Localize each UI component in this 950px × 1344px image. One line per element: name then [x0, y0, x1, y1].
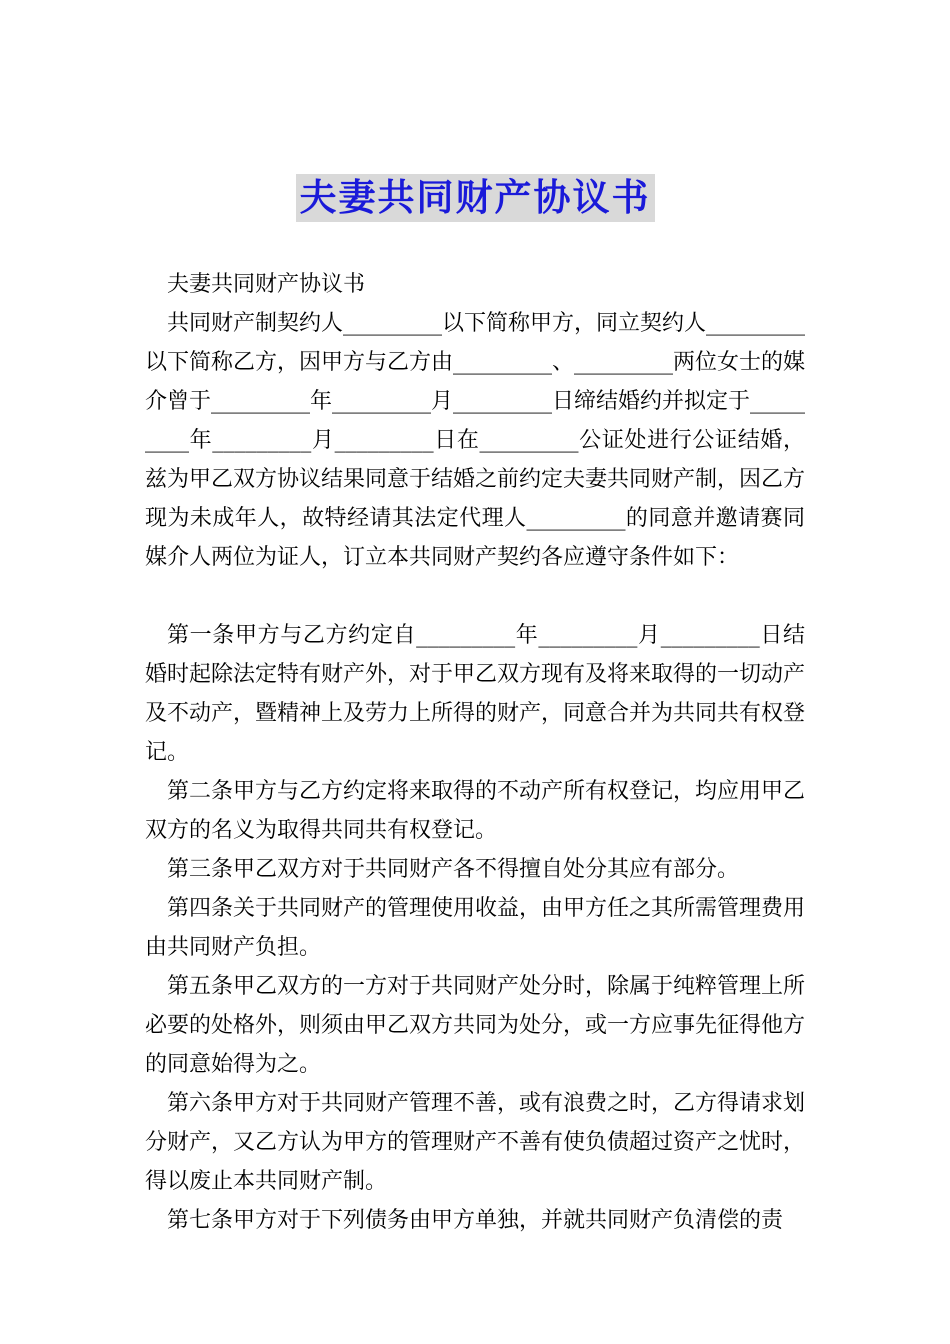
blank-line	[145, 577, 805, 616]
document-body	[145, 265, 805, 1240]
article-1-paragraph: 第一条甲方与乙方约定自_________年_________月_________日结婚时起除法定特有财产外，对于甲乙双方现有及将来取得的一切动产及不动产，暨精神上及劳力上所得的财产，同意合并为共同共有权登记。	[145, 623, 806, 765]
article-3-paragraph: 第三条甲乙双方对于共同财产各不得擅自处分其应有部分。	[167, 857, 740, 882]
article-2-paragraph: 第二条甲方与乙方约定将来取得的不动产所有权登记，均应用甲乙双方的名义为取得共同共有权登记。	[145, 779, 806, 843]
article-4-paragraph: 第四条关于共同财产的管理使用收益，由甲方任之其所需管理费用由共同财产负担。	[145, 896, 806, 960]
body-heading: 夫妻共同财产协议书	[167, 272, 366, 297]
document-title: 夫妻共同财产协议书	[296, 174, 655, 222]
document-title-block	[0, 174, 950, 222]
article-5-paragraph: 第五条甲乙双方的一方对于共同财产处分时，除属于纯粹管理上所必要的处格外，则须由甲乙双方共同为处分，或一方应事先征得他方的同意始得为之。	[145, 974, 806, 1077]
article-6-paragraph: 第六条甲方对于共同财产管理不善，或有浪费之时，乙方得请求划分财产，又乙方认为甲方的管理财产不善有使负债超过资产之忧时，得以废止本共同财产制。	[145, 1091, 806, 1194]
article-7-paragraph: 第七条甲方对于下列债务由甲方单独，并就共同财产负清偿的责	[167, 1208, 784, 1233]
preamble-paragraph: 共同财产制契约人_________以下简称甲方，同立契约人_________以下简称乙方，因甲方与乙方由_________、_________两位女士的媒介曾于_________年_________月_________日缔结婚约并拟定于_________年_________月_________日在_________公证处进行公证结婚，兹为甲乙双方协议结果同意于结婚之前约定夫妻共同财产制，因乙方现为未成年人，故特经请其法定代理人_________的同意并邀请赛同媒介人两位为证人，订立本共同财产契约各应遵守条件如下：	[145, 311, 806, 570]
